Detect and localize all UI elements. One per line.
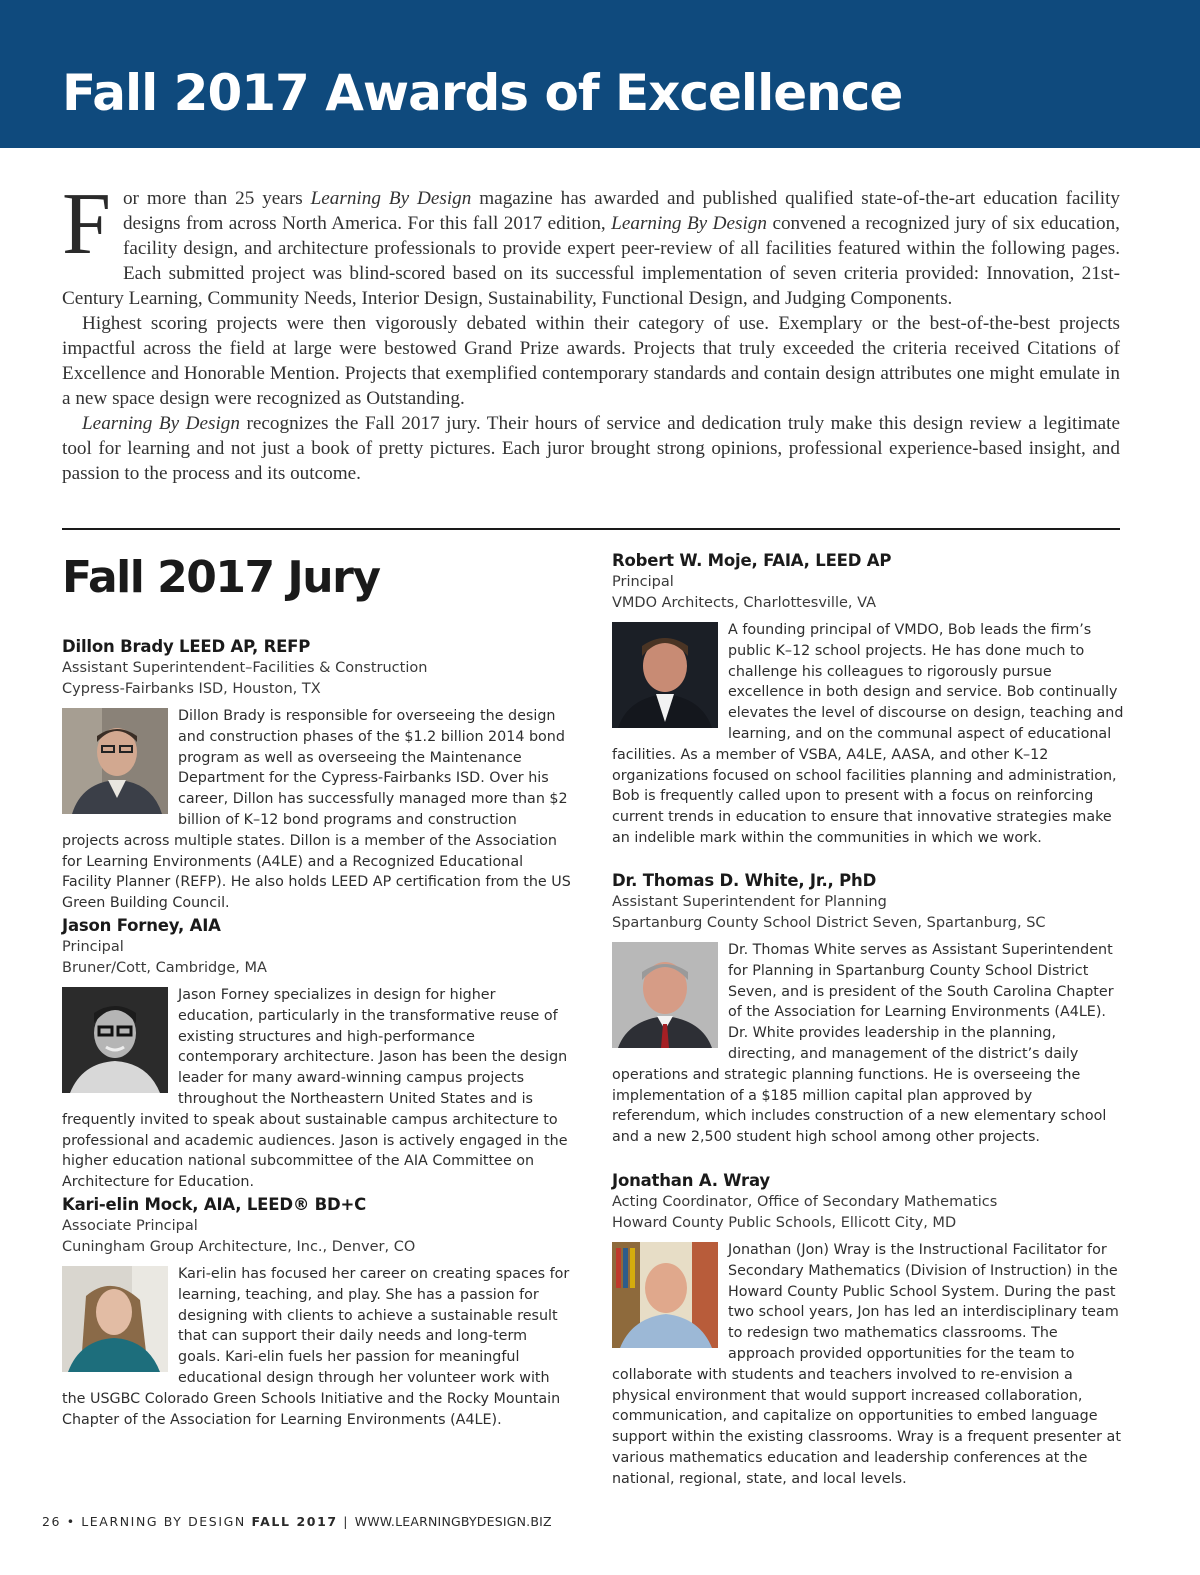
website-link[interactable]: WWW.LEARNINGBYDESIGN.BIZ [354,1514,552,1529]
juror-card [62,1194,574,1430]
juror-card [612,870,1124,1148]
juror-name: Dillon Brady LEED AP, REFP [62,637,311,656]
juror-card [612,550,1124,849]
juror-card [62,636,574,914]
juror-bio: Dr. Thomas White serves as Assistant Superintendent for Planning in Spartanburg County School District Seven, and is president of the South Carolina Chapter of the Association for Learning Environments (A4LE). Dr. White provides leadership in the planning, directing, and management of the district’s daily operations and strategic planning functions. He is overseeing the implementation of a $185 million capital plan approved by referendum, which includes construction of a new elementary school and a new 2,500 student high school among other projects. [612,942,1114,1146]
intro-text [62,176,1120,486]
intro-paragraph-3 [62,411,1120,486]
juror-organization: Howard County Public Schools, Ellicott City, MD [612,1215,957,1231]
juror-bio: A founding principal of VMDO, Bob leads the firm’s public K–12 school projects. He has done much to challenge his colleagues to rigorously pursue excellence in both design and service. Bob continually elevates the level of discourse on design, teaching and learning, and on the communal aspect of educational facilities. As a member of VSBA, A4LE, AASA, and other K–12 organizations focused on school facilities planning and administration, Bob is frequently called upon to present with a focus on reinforcing current trends in education to ensure that innovative strategies make an indelible mark within the communities in which we work. [612,622,1124,846]
page-title: Fall 2017 Awards of Excellence [62,64,903,122]
juror-title: Acting Coordinator, Office of Secondary Mathematics [612,1194,998,1210]
page-footer [42,1514,552,1529]
juror-name: Dr. Thomas D. White, Jr., PhD [612,871,877,890]
juror-organization: VMDO Architects, Charlottesville, VA [612,595,877,611]
juror-card [612,1170,1124,1490]
juror-bio-block [612,1240,1124,1490]
intro-text-span: convened a recognized jury of six education, facility design, and architecture professionals to provide expert peer-review of all facilities featured within the following pages. Each submitted project was blind-scored based on its successful implementation of seven criteria provided: Innovation, 21st-Century Learning, Community Needs, Interior Design, Sustainability, Functional Design, and Judging Components. [62,213,1120,309]
drop-cap: F [62,176,111,273]
juror-bio: Jonathan (Jon) Wray is the Instructional Facilitator for Secondary Mathematics (Division of Instruction) in the Howard County Public School System. During the past two school years, Jon has led an interdisciplinary team to redesign two mathematics classrooms. The approach provided opportunities for the team to collaborate with students and teachers involved to re-envision a physical environment that would support increased collaboration, communication, and capitalize on opportunities to embed language support within the existing classrooms. Wray is a frequent presenter at various mathematics education and leadership conferences at the national, regional, state, and local levels. [612,1242,1121,1487]
magazine-name: Learning By Design [611,213,767,234]
juror-photo [612,942,718,1048]
title-banner [0,0,1200,148]
juror-photo [62,708,168,814]
juror-bio: Jason Forney specializes in design for higher education, particularly in the transformative reuse of existing structures and high-performance contemporary architecture. Jason has been the design leader for many award-winning campus projects throughout the Northeastern United States and is frequently invited to speak about sustainable campus architecture to professional and academic audiences. Jason is actively engaged in the higher education national subcommittee of the AIA Committee on Architecture for Education. [62,987,568,1191]
juror-bio: Kari-elin has focused her career on creating spaces for learning, teaching, and play. She has a passion for designing with clients to achieve a sustainable result that can support their daily needs and long-term goals. Kari-elin fuels her passion for meaningful educational design through her volunteer work with the USGBC Colorado Green Schools Initiative and the Rocky Mountain Chapter of the Association for Learning Environments (A4LE). [62,1266,570,1428]
juror-title: Associate Principal [62,1218,198,1234]
juror-title: Principal [612,574,674,590]
juror-bio-block [612,940,1124,1148]
issue-label: FALL 2017 [251,1514,338,1529]
page-number: 26 [42,1514,62,1529]
intro-text-span: or more than 25 years [122,188,311,209]
juror-organization: Cypress-Fairbanks ISD, Houston, TX [62,681,321,697]
magazine-name: Learning By Design [82,413,240,434]
juror-title: Assistant Superintendent for Planning [612,894,887,910]
juror-name: Kari-elin Mock, AIA, LEED® BD+C [62,1195,367,1214]
juror-organization: Spartanburg County School District Seven, Spartanburg, SC [612,915,1046,931]
jury-heading: Fall 2017 Jury [62,552,380,603]
intro-text-span: magazine has awarded and published qualified state-of-the-art education facility designs from across North America. For this fall 2017 edition, [122,188,1120,234]
juror-organization: Bruner/Cott, Cambridge, MA [62,960,267,976]
magazine-name: Learning By Design [310,188,472,209]
intro-paragraph-2: Highest scoring projects were then vigorously debated within their category of use. Exemplary or the best-of-the-best projects impactful across the field at large were bestowed Grand Prize awards. Projects that truly exceeded the criteria received Citations of Excellence and Honorable Mention. Projects that exemplified contemporary standards and contain design attributes one might emulate in a new space design were recognized as Outstanding. [62,313,1120,409]
juror-name: Jason Forney, AIA [62,916,221,935]
juror-bio-block [612,620,1124,849]
juror-photo [62,1266,168,1372]
juror-title: Principal [62,939,124,955]
footer-separator: • [66,1514,82,1529]
juror-organization: Cuningham Group Architecture, Inc., Denver, CO [62,1239,416,1255]
juror-title: Assistant Superintendent–Facilities & Construction [62,660,428,676]
juror-name: Jonathan A. Wray [612,1171,770,1190]
juror-card [62,915,574,1193]
juror-photo [612,622,718,728]
footer-divider: | [343,1514,355,1529]
section-divider [62,528,1120,530]
juror-photo [612,1242,718,1348]
juror-bio-block [62,706,574,914]
juror-name: Robert W. Moje, FAIA, LEED AP [612,551,892,570]
juror-bio-block [62,1264,574,1430]
intro-text-span: recognizes the Fall 2017 jury. Their hours of service and dedication truly make this design review a legitimate tool for learning and not just a book of pretty pictures. Each juror brought strong opinions, professional experience-based insight, and passion to the process and its outcome. [62,413,1120,484]
juror-bio: Dillon Brady is responsible for overseeing the design and construction phases of the $1.2 billion 2014 bond program as well as overseeing the Maintenance Department for the Cypress-Fairbanks ISD. Over his career, Dillon has successfully managed more than $2 billion of K–12 bond programs and construction projects across multiple states. Dillon is a member of the Association for Learning Environments (A4LE) and a Recognized Educational Facility Planner (REFP). He also holds LEED AP certification from the US Green Building Council. [62,708,571,912]
juror-bio-block [62,985,574,1193]
juror-photo [62,987,168,1093]
intro-paragraph-1 [62,176,1120,311]
publication-name: LEARNING BY DESIGN [81,1514,246,1529]
